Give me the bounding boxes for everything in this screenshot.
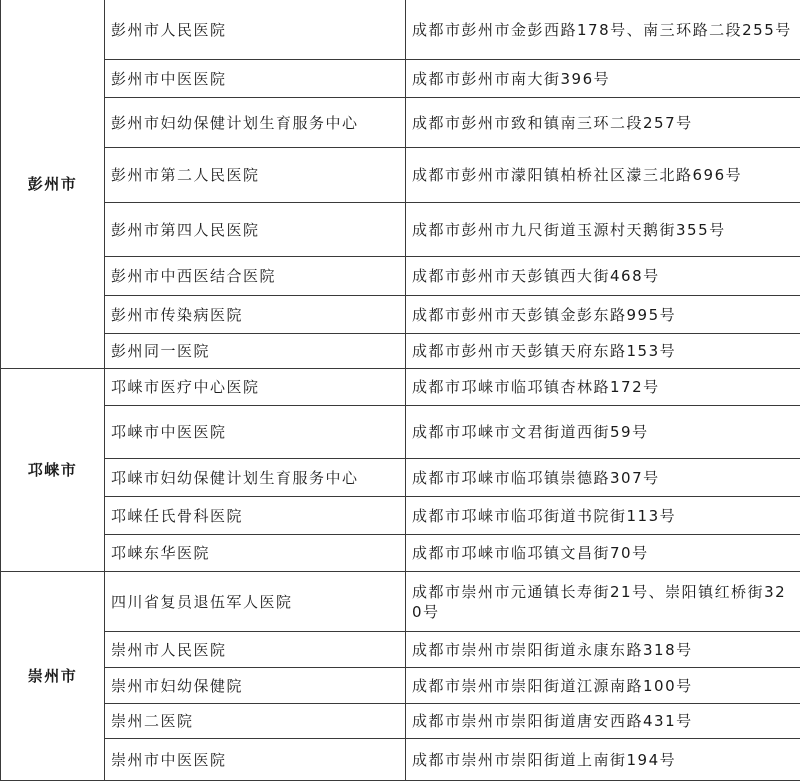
hospital-name: 彭州市妇幼保健计划生育服务中心 [105,98,406,148]
table-row [1,98,800,148]
table-row [1,296,800,334]
hospital-name: 彭州市第四人民医院 [105,203,406,257]
hospital-name: 崇州二医院 [105,704,406,739]
hospital-name: 崇州市人民医院 [105,632,406,668]
table-row [1,406,800,459]
hospital-address: 成都市彭州市天彭镇金彭东路995号 [406,296,800,334]
hospital-name: 彭州市人民医院 [105,0,406,60]
hospital-name: 邛崃任氏骨科医院 [105,497,406,535]
hospital-address: 成都市彭州市致和镇南三环二段257号 [406,98,800,148]
hospital-address: 成都市邛崃市临邛镇杏林路172号 [406,369,800,406]
hospital-address: 成都市彭州市天彭镇天府东路153号 [406,334,800,369]
hospital-address: 成都市彭州市金彭西路178号、南三环路二段255号 [406,0,800,60]
city-cell-chongzhou: 崇州市 [1,572,105,781]
table-row [1,148,800,203]
hospital-name: 彭州同一医院 [105,334,406,369]
table-row [1,257,800,296]
hospital-address: 成都市崇州市元通镇长寿街21号、崇阳镇红桥街320号 [406,572,800,632]
hospital-address: 成都市彭州市天彭镇西大街468号 [406,257,800,296]
hospital-address: 成都市崇州市崇阳街道永康东路318号 [406,632,800,668]
city-cell-qionglai: 邛崃市 [1,369,105,572]
hospital-name: 彭州市第二人民医院 [105,148,406,203]
hospital-name: 彭州市传染病医院 [105,296,406,334]
hospital-address: 成都市崇州市崇阳街道唐安西路431号 [406,704,800,739]
city-cell-pengzhou: 彭州市 [1,0,105,369]
table-row [1,704,800,739]
table-row [1,632,800,668]
table-row [1,459,800,497]
table-row [1,668,800,704]
hospital-address: 成都市邛崃市临邛镇文昌街70号 [406,535,800,572]
hospital-name: 彭州市中医医院 [105,60,406,98]
table-row [1,0,800,60]
hospital-name: 邛崃市医疗中心医院 [105,369,406,406]
hospital-address: 成都市崇州市崇阳街道上南街194号 [406,739,800,781]
hospital-address: 成都市彭州市九尺街道玉源村天鹅街355号 [406,203,800,257]
hospital-name: 崇州市中医医院 [105,739,406,781]
hospital-address: 成都市邛崃市文君街道西街59号 [406,406,800,459]
hospital-name: 崇州市妇幼保健院 [105,668,406,704]
table-row [1,535,800,572]
hospital-name: 邛崃市妇幼保健计划生育服务中心 [105,459,406,497]
hospital-address: 成都市彭州市南大街396号 [406,60,800,98]
hospital-name: 邛崃东华医院 [105,535,406,572]
hospital-address: 成都市崇州市崇阳街道江源南路100号 [406,668,800,704]
hospital-address: 成都市彭州市濛阳镇柏桥社区濛三北路696号 [406,148,800,203]
hospital-address: 成都市邛崃市临邛街道书院街113号 [406,497,800,535]
hospital-name: 彭州市中西医结合医院 [105,257,406,296]
table-row [1,334,800,369]
table-body [1,0,800,781]
table-row [1,572,800,632]
table-row [1,739,800,781]
table-row [1,369,800,406]
table-row [1,497,800,535]
hospital-name: 邛崃市中医医院 [105,406,406,459]
hospital-address: 成都市邛崃市临邛镇崇德路307号 [406,459,800,497]
table-row [1,60,800,98]
hospital-name: 四川省复员退伍军人医院 [105,572,406,632]
table-row [1,203,800,257]
